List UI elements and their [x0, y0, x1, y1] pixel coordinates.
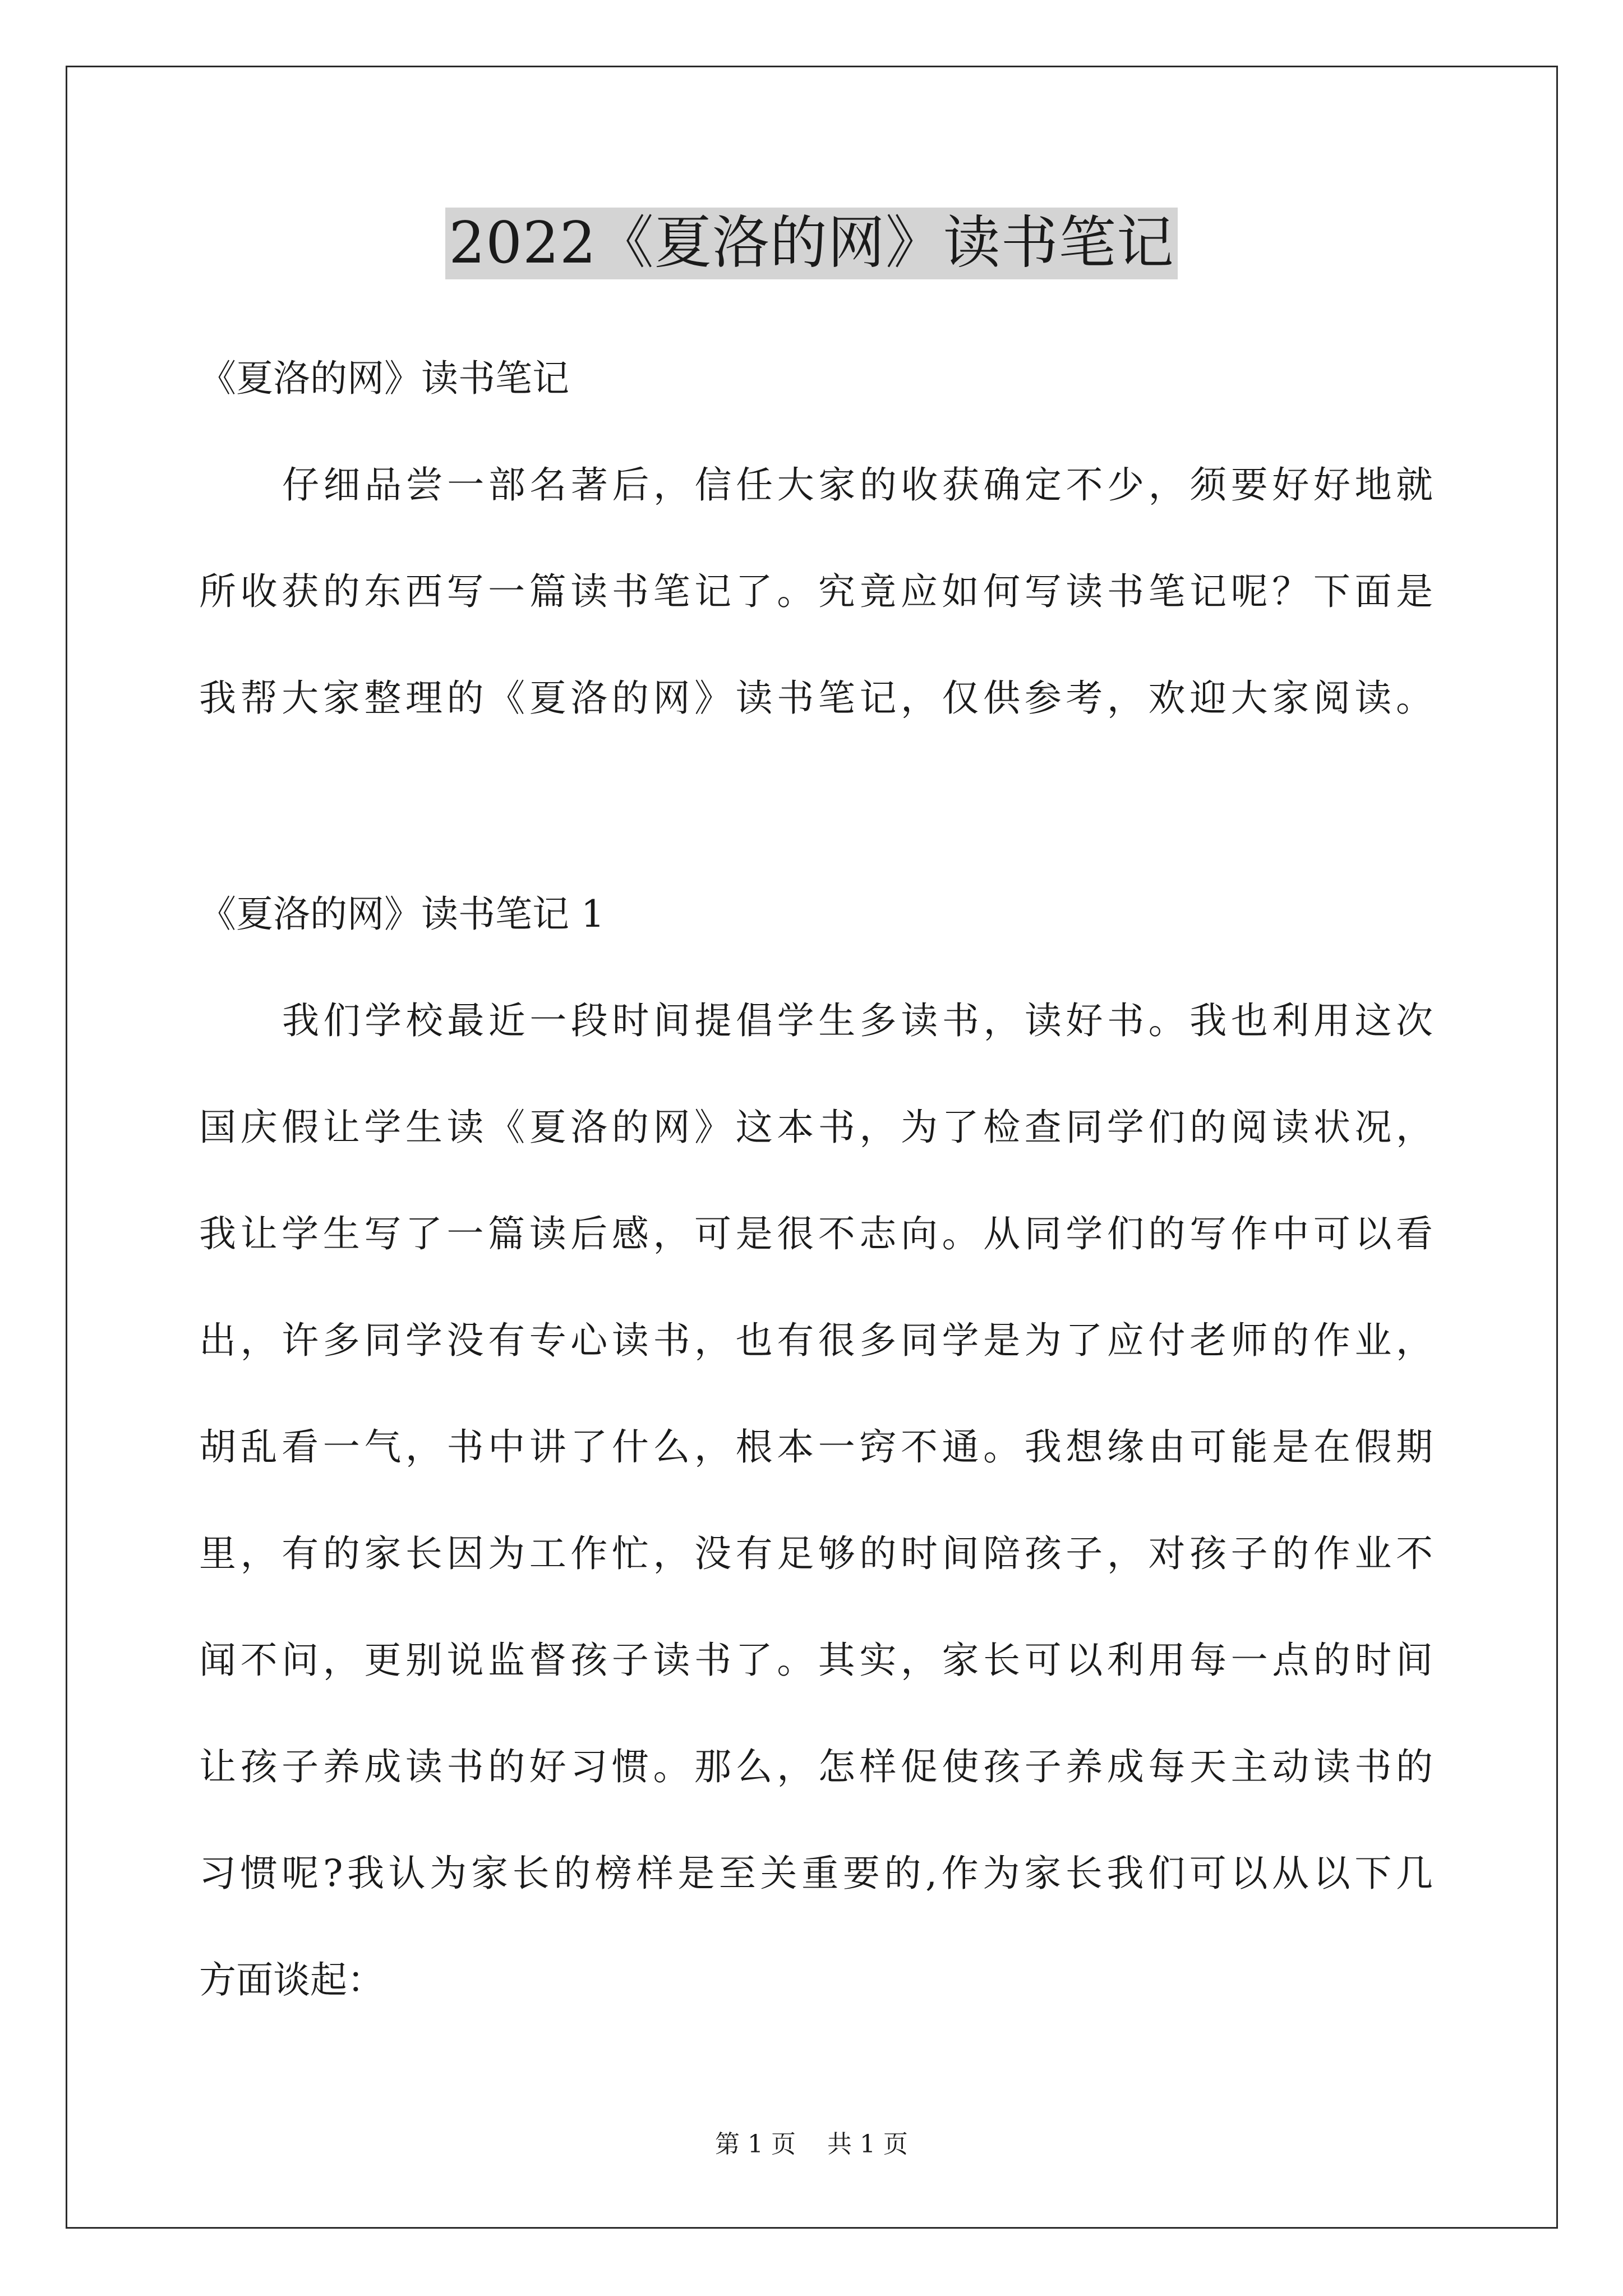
body-line: 我让学生写了一篇读后感，可是很不志向。从同学们的写作中可以看: [199, 1212, 1433, 1255]
document-subtitle: 《夏洛的网》读书笔记: [199, 357, 569, 400]
body-line: 我们学校最近一段时间提倡学生多读书，读好书。我也利用这次: [282, 999, 1433, 1042]
body-line: 方面谈起：: [199, 1958, 384, 2001]
intro-line: 所收获的东西写一篇读书笔记了。究竟应如何写读书笔记呢？下面是: [199, 570, 1433, 613]
body-line: 国庆假让学生读《夏洛的网》这本书，为了检查同学们的阅读状况，: [199, 1106, 1433, 1149]
document-title: 2022《夏洛的网》读书笔记: [445, 208, 1178, 279]
intro-line: 我帮大家整理的《夏洛的网》读书笔记，仅供参考，欢迎大家阅读。: [199, 677, 1433, 720]
page-footer: 第 1 页 共 1 页: [715, 2130, 908, 2159]
body-line: 闻不问，更别说监督孩子读书了。其实，家长可以利用每一点的时间: [199, 1639, 1433, 1682]
section-heading: 《夏洛的网》读书笔记 1: [199, 892, 605, 936]
body-line: 里，有的家长因为工作忙，没有足够的时间陪孩子，对孩子的作业不: [199, 1532, 1433, 1575]
body-line: 让孩子养成读书的好习惯。那么，怎样促使孩子养成每天主动读书的: [199, 1745, 1433, 1788]
title-container: [0, 208, 1623, 279]
body-line: 胡乱看一气，书中讲了什么，根本一窍不通。我想缘由可能是在假期: [199, 1425, 1433, 1469]
intro-line: 仔细品尝一部名著后，信任大家的收获确定不少，须要好好地就: [282, 463, 1433, 507]
body-line: 习惯呢?我认为家长的榜样是至关重要的,作为家长我们可以从以下几: [199, 1852, 1433, 1895]
body-line: 出，许多同学没有专心读书，也有很多同学是为了应付老师的作业，: [199, 1319, 1433, 1362]
